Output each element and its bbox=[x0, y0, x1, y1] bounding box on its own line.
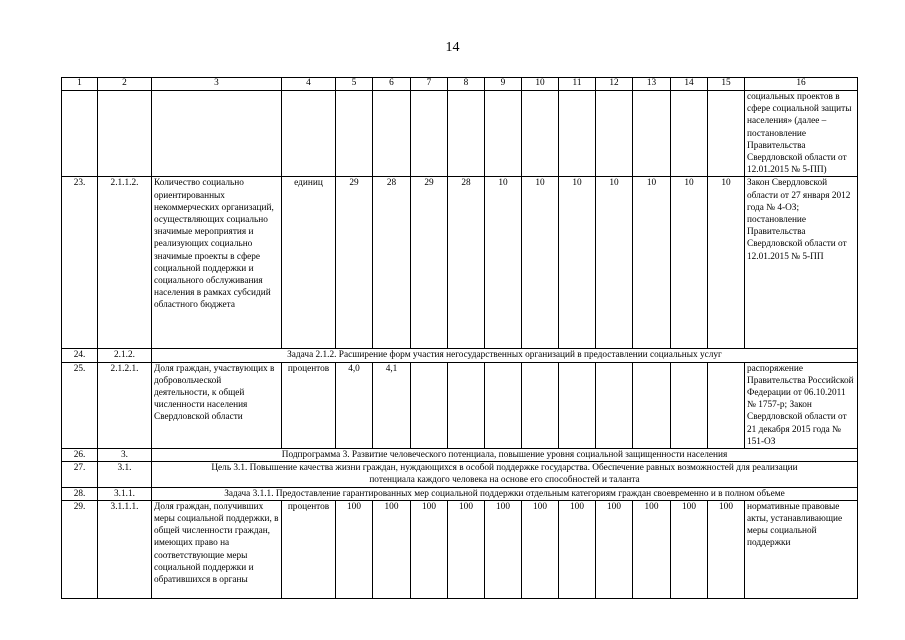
unit-cell: единиц bbox=[282, 177, 336, 349]
value-cell: 10 bbox=[671, 177, 708, 349]
table-row-27 bbox=[62, 462, 858, 487]
header-cell: 15 bbox=[708, 78, 745, 91]
value-cell: 10 bbox=[596, 177, 633, 349]
value-cell: 100 bbox=[708, 500, 745, 598]
value-cell: 29 bbox=[411, 177, 448, 349]
table-row-28 bbox=[62, 487, 858, 500]
row-number: 28. bbox=[62, 487, 98, 500]
row-number: 27. bbox=[62, 462, 98, 487]
value-cell bbox=[671, 362, 708, 448]
header-cell: 13 bbox=[633, 78, 671, 91]
value-cell bbox=[633, 362, 671, 448]
value-cell: 10 bbox=[522, 177, 559, 349]
row-number: 26. bbox=[62, 449, 98, 462]
value-cell bbox=[596, 362, 633, 448]
row-number: 25. bbox=[62, 362, 98, 448]
value-cell: 4,1 bbox=[373, 362, 411, 448]
header-cell: 10 bbox=[522, 78, 559, 91]
header-cell: 6 bbox=[373, 78, 411, 91]
header-cell: 11 bbox=[559, 78, 596, 91]
value-cell bbox=[411, 362, 448, 448]
header-cell: 4 bbox=[282, 78, 336, 91]
row-code: 2.1.1.2. bbox=[98, 177, 152, 349]
value-cell: 100 bbox=[448, 500, 485, 598]
value-cell: 29 bbox=[336, 177, 373, 349]
value-cell: 28 bbox=[373, 177, 411, 349]
header-cell: 2 bbox=[98, 78, 152, 91]
table-row-26 bbox=[62, 449, 858, 462]
table-row-29 bbox=[62, 500, 858, 598]
table-row-25 bbox=[62, 362, 858, 448]
unit-cell: процентов bbox=[282, 500, 336, 598]
task-heading: Задача 3.1.1. Предоставление гарантированных мер социальной поддержки отдельным категориям граждан своевременно и в полном объеме bbox=[152, 487, 858, 500]
row-code: 3.1.1.1. bbox=[98, 500, 152, 598]
goal-heading-line2: потенциала каждого человека на основе его способностей и таланта bbox=[369, 475, 640, 486]
row-code: 3.1. bbox=[98, 462, 152, 487]
header-cell: 8 bbox=[448, 78, 485, 91]
goal-heading-line1: Цель 3.1. Повышение качества жизни граждан, нуждающихся в особой поддержке государства. Обеспечение равных возможностей для реализации bbox=[211, 463, 798, 474]
unit-cell: процентов bbox=[282, 362, 336, 448]
value-cell: 100 bbox=[485, 500, 522, 598]
header-cell: 1 bbox=[62, 78, 98, 91]
value-cell: 28 bbox=[448, 177, 485, 349]
page-number: 14 bbox=[445, 40, 460, 55]
value-cell: 100 bbox=[559, 500, 596, 598]
row-number: 23. bbox=[62, 177, 98, 349]
indicator-name: Доля граждан, участвующих в добровольческой деятельности, к общей численности населения Свердловской области bbox=[152, 362, 282, 448]
task-heading: Задача 2.1.2. Расширение форм участия негосударственных организаций в предоставлении социальных услуг bbox=[152, 349, 858, 362]
value-cell bbox=[559, 362, 596, 448]
indicator-name: Количество социально ориентированных некоммерческих организаций, осуществляющих социально значимые мероприятия и реализующих социально значимые проекты в сфере социальной поддержки и социального обслуживания населения в рамках субсидий областного бюджета bbox=[152, 177, 282, 349]
row-number: 29. bbox=[62, 500, 98, 598]
value-cell: 10 bbox=[485, 177, 522, 349]
value-cell: 4,0 bbox=[336, 362, 373, 448]
value-cell: 100 bbox=[336, 500, 373, 598]
header-cell: 3 bbox=[152, 78, 282, 91]
value-cell bbox=[522, 362, 559, 448]
header-row bbox=[62, 78, 858, 91]
value-cell bbox=[708, 362, 745, 448]
row-code: 3.1.1. bbox=[98, 487, 152, 500]
header-cell: 16 bbox=[745, 78, 858, 91]
source-cell: Закон Свердловской области от 27 января 2012 года № 4-ОЗ; постановление Правительства Свердловской области от 12.01.2015 № 5-ПП bbox=[745, 177, 858, 349]
row-code: 2.1.2.1. bbox=[98, 362, 152, 448]
value-cell: 100 bbox=[522, 500, 559, 598]
value-cell: 100 bbox=[633, 500, 671, 598]
table-row-23 bbox=[62, 177, 858, 349]
value-cell: 10 bbox=[633, 177, 671, 349]
source-cell: нормативные правовые акты, устанавливающие меры социальной поддержки bbox=[745, 500, 858, 598]
value-cell: 100 bbox=[373, 500, 411, 598]
header-cell: 9 bbox=[485, 78, 522, 91]
source-cell: социальных проектов в сфере социальной защиты населения» (далее – постановление Правительства Свердловской области от 12.01.2015 № 5-ПП) bbox=[745, 91, 858, 177]
header-cell: 12 bbox=[596, 78, 633, 91]
table-row-24 bbox=[62, 349, 858, 362]
value-cell: 100 bbox=[596, 500, 633, 598]
row-code: 3. bbox=[98, 449, 152, 462]
indicator-name: Доля граждан, получивших меры социальной поддержки, в общей численности граждан, имеющих право на соответствующие меры социальной поддержки и обратившихся в органы bbox=[152, 500, 282, 598]
value-cell bbox=[485, 362, 522, 448]
row-number: 24. bbox=[62, 349, 98, 362]
value-cell: 100 bbox=[411, 500, 448, 598]
subprogram-heading: Подпрограмма 3. Развитие человеческого потенциала, повышение уровня социальной защищенности населения bbox=[152, 449, 858, 462]
header-cell: 14 bbox=[671, 78, 708, 91]
value-cell: 10 bbox=[559, 177, 596, 349]
indicators-table bbox=[61, 77, 858, 599]
header-cell: 7 bbox=[411, 78, 448, 91]
value-cell: 100 bbox=[671, 500, 708, 598]
value-cell: 10 bbox=[708, 177, 745, 349]
goal-heading bbox=[152, 462, 858, 487]
source-cell: распоряжение Правительства Российской Федерации от 06.10.2011 № 1757-р; Закон Свердловской области от 21 декабря 2015 года № 151-ОЗ bbox=[745, 362, 858, 448]
header-cell: 5 bbox=[336, 78, 373, 91]
value-cell bbox=[448, 362, 485, 448]
table-row-continuation bbox=[62, 91, 858, 177]
row-code: 2.1.2. bbox=[98, 349, 152, 362]
